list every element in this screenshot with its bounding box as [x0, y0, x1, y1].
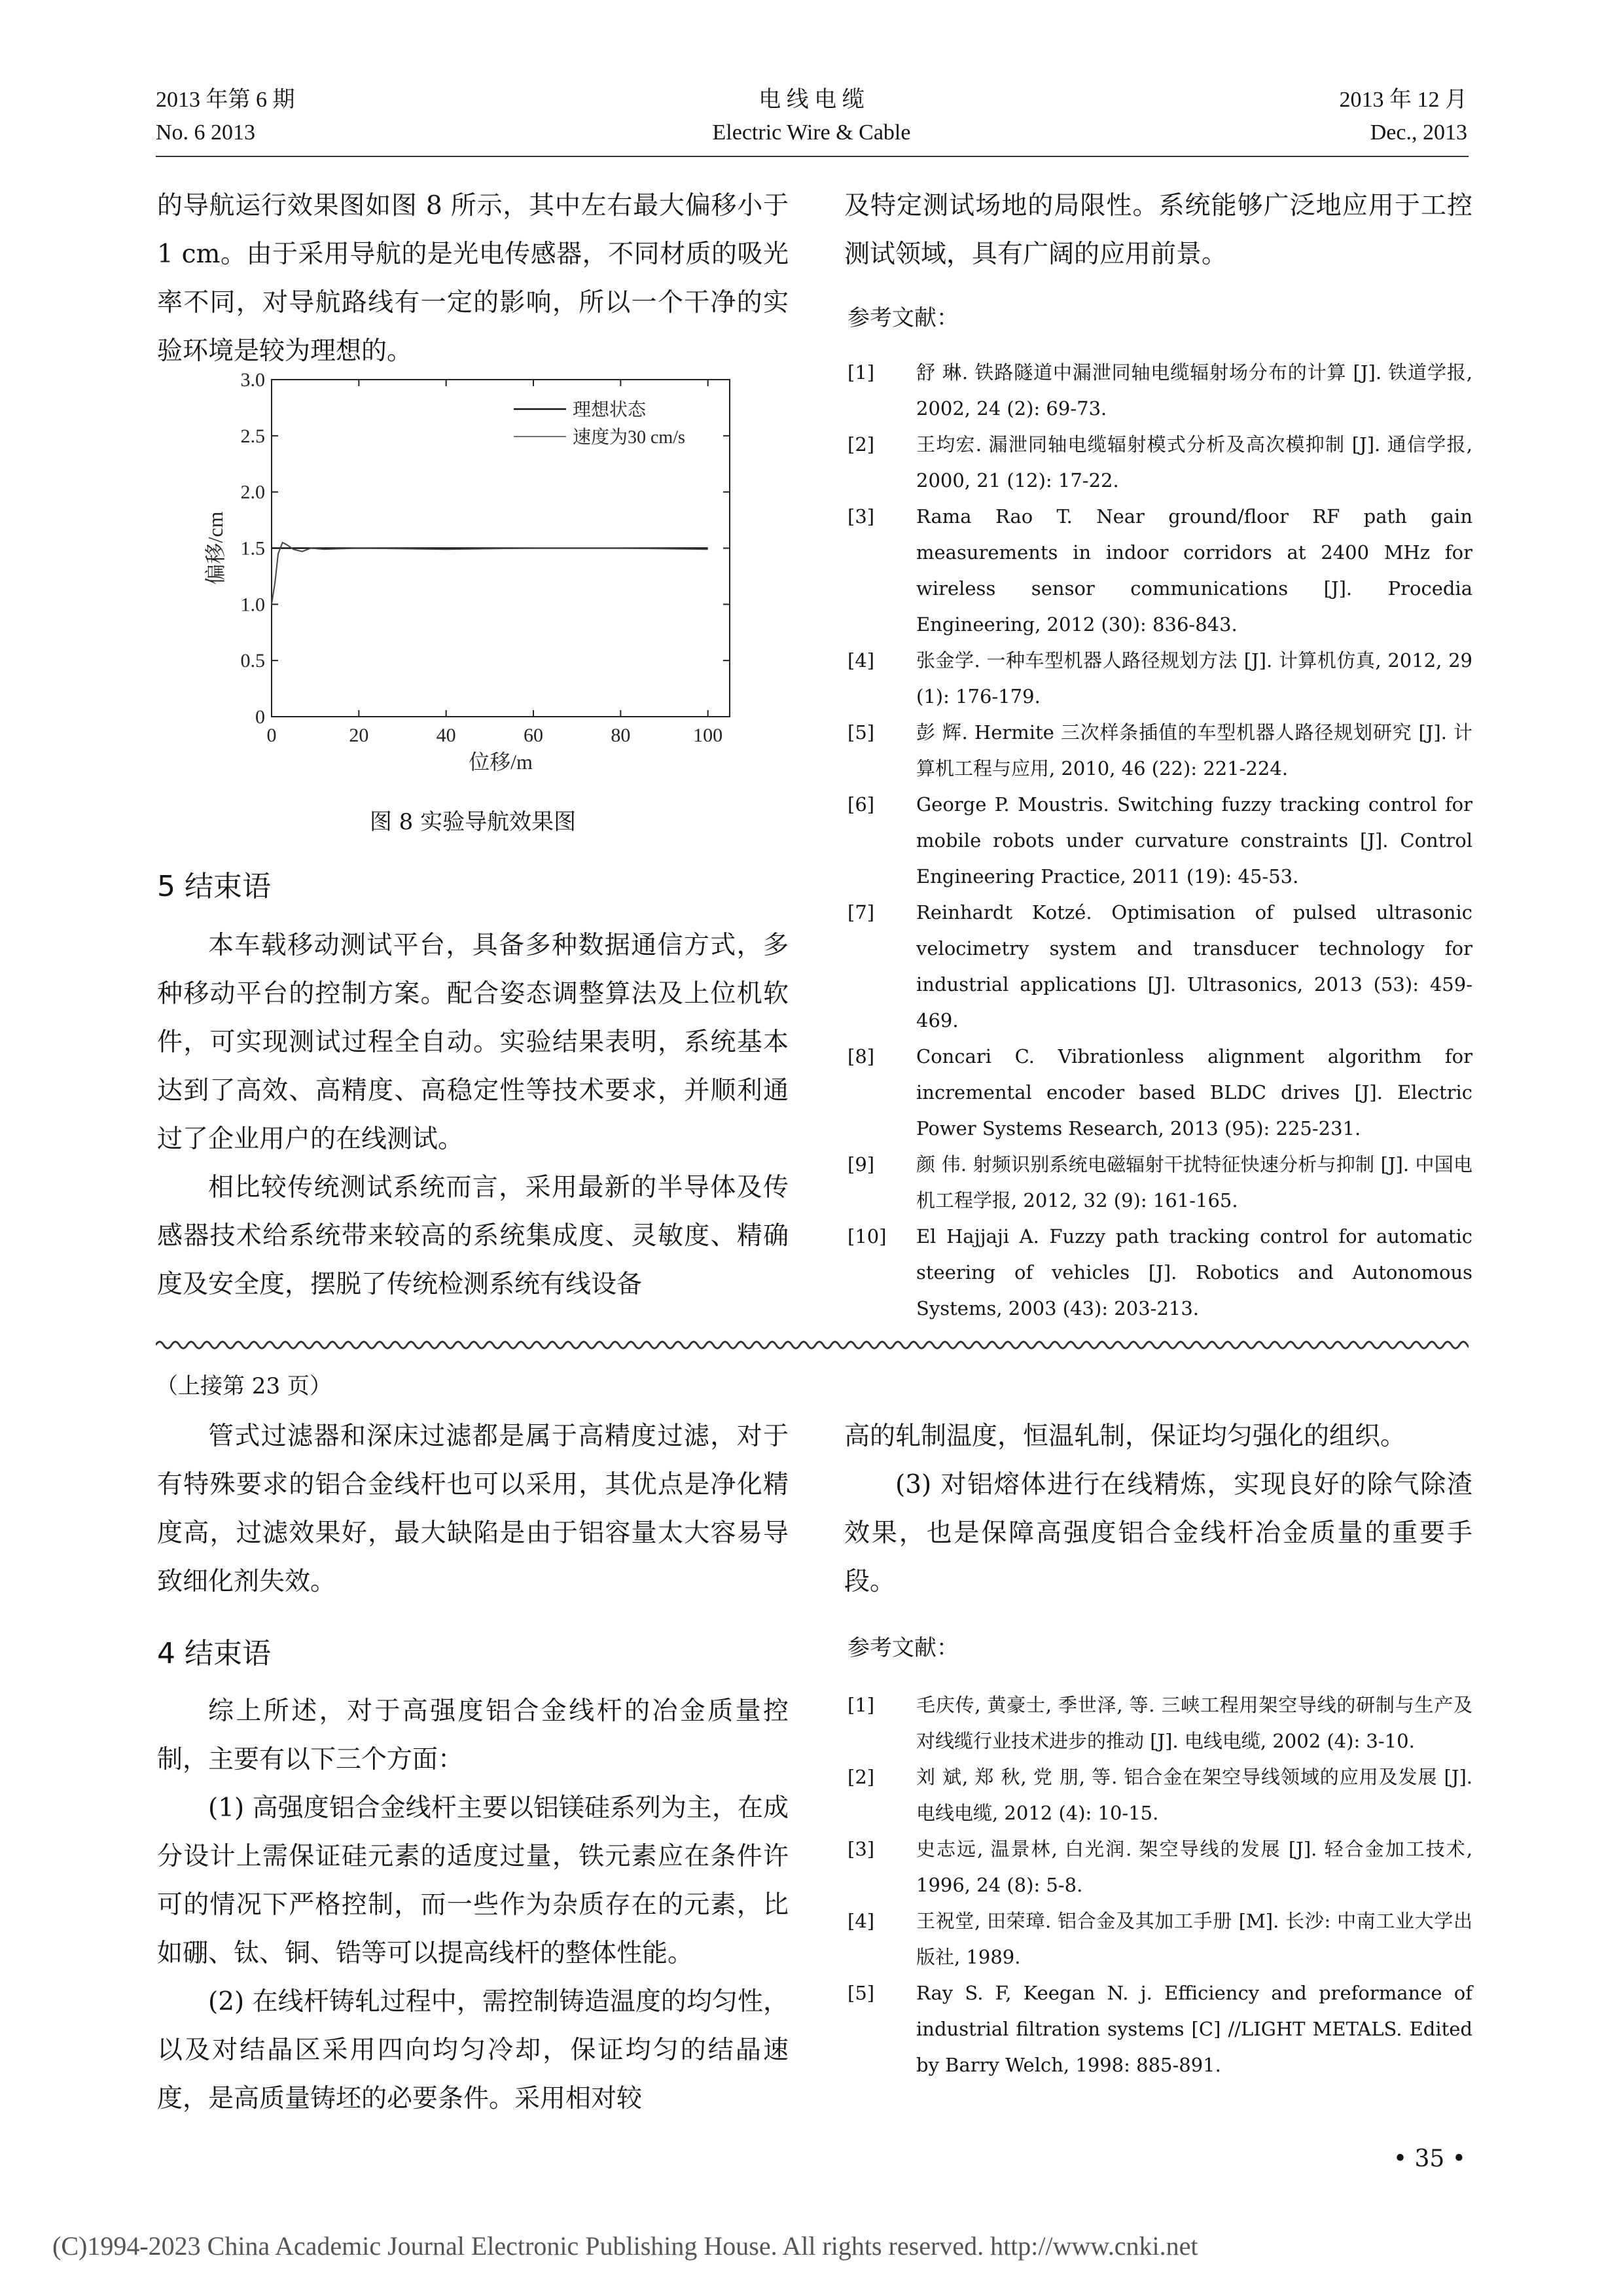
reference-number: [4]	[847, 1910, 875, 1932]
issue-en: No. 6 2013	[156, 120, 256, 145]
reference-item	[847, 1147, 1472, 1219]
reference-text: Concari C. Vibrationless alignment algorithm for incremental encoder based BLDC drives [J]. Electric Power Systems Research, 2013 (95): 225-231.	[916, 1045, 1472, 1139]
reference-item	[847, 1831, 1472, 1903]
reference-text: 毛庆传, 黄豪士, 季世泽, 等. 三峡工程用架空导线的研制与生产及对线缆行业技术进步的推动 [J]. 电线电缆, 2002 (4): 3-10.	[916, 1694, 1472, 1752]
x-tick-label: 60	[524, 725, 543, 746]
bottom-left-paragraph-4: (2) 在线杆铸轧过程中，需控制铸造温度的均匀性，以及对结晶区采用四向均匀冷却，保证均匀的结晶速度，是高质量铸坯的必要条件。采用相对较	[157, 1987, 789, 2113]
figure-8-chart	[170, 360, 746, 805]
x-tick-label: 100	[693, 725, 723, 746]
reference-text: 史志远, 温景林, 白光润. 架空导线的发展 [J]. 轻合金加工技术, 1996, 24 (8): 5-8.	[916, 1838, 1472, 1896]
reference-item	[847, 499, 1472, 643]
x-tick-label: 0	[266, 725, 277, 746]
reference-number: [5]	[847, 1982, 875, 2004]
x-tick-label: 80	[611, 725, 631, 746]
reference-number: [2]	[847, 1766, 875, 1788]
x-tick-label: 40	[436, 725, 456, 746]
legend-label-1: 理想状态	[573, 400, 647, 420]
reference-number: [3]	[847, 1838, 875, 1860]
figure-caption: 图 8 实验导航效果图	[369, 809, 577, 835]
top-reference-list	[847, 355, 1472, 1327]
series-line-2	[272, 543, 708, 604]
reference-item	[847, 895, 1472, 1039]
reference-item	[847, 1687, 1472, 1759]
header-rule	[156, 156, 1469, 157]
y-tick-label: 1.0	[240, 594, 265, 616]
bottom-right-column	[844, 1412, 1472, 1606]
reference-item	[847, 1039, 1472, 1147]
date-en: Dec., 2013	[1370, 120, 1467, 145]
reference-text: 王均宏. 漏泄同轴电缆辐射模式分析及高次模抑制 [J]. 通信学报, 2000, 21 (12): 17-22.	[916, 433, 1472, 492]
reference-text: 舒 琳. 铁路隧道中漏泄同轴电缆辐射场分布的计算 [J]. 铁道学报, 2002, 24 (2): 69-73.	[916, 361, 1472, 420]
continuation-note: （上接第 23 页）	[156, 1373, 332, 1399]
date-cn: 2013 年 12 月	[1339, 88, 1467, 112]
journal-title-cn: 电 线 电 缆	[758, 88, 865, 112]
bottom-left-conclusion	[157, 1687, 789, 2123]
section-4-title: 4 结束语	[157, 1637, 271, 1670]
reference-number: [9]	[847, 1153, 875, 1175]
reference-number: [6]	[847, 793, 875, 816]
reference-item	[847, 1975, 1472, 2083]
wavy-separator	[156, 1335, 1469, 1355]
x-axis-label: 位移/m	[469, 750, 533, 774]
reference-number: [5]	[847, 721, 875, 744]
conclusion-paragraph-2: 相比较传统测试系统而言，采用最新的半导体及传感器技术给系统带来较高的系统集成度、灵敏度、精确度及安全度，摆脱了传统检测系统有线设备	[157, 1173, 789, 1299]
y-axis-label: 偏移/cm	[204, 511, 227, 585]
reference-item	[847, 715, 1472, 787]
reference-number: [7]	[847, 901, 875, 924]
page-number: • 35 •	[1393, 2145, 1466, 2172]
reference-text: 颜 伟. 射频识别系统电磁辐射干扰特征快速分析与抑制 [J]. 中国电机工程学报, 2012, 32 (9): 161-165.	[916, 1153, 1472, 1211]
top-refs-heading: 参考文献：	[847, 305, 959, 331]
y-tick-label: 0.5	[240, 650, 265, 672]
bottom-left-column	[157, 1412, 789, 1606]
reference-item	[847, 427, 1472, 499]
reference-item	[847, 1759, 1472, 1831]
y-tick-label: 2.0	[240, 481, 265, 503]
bottom-refs-heading: 参考文献：	[847, 1635, 959, 1661]
top-right-paragraph: 及特定测试场地的局限性。系统能够广泛地应用于工控测试领域，具有广阔的应用前景。	[844, 191, 1472, 269]
legend-label-2: 速度为30 cm/s	[573, 427, 685, 448]
section-5-title: 5 结束语	[157, 870, 271, 903]
bottom-reference-list	[847, 1687, 1472, 2083]
bottom-left-paragraph-1: 管式过滤器和深床过滤都是属于高精度过滤，对于有特殊要求的铝合金线杆也可以采用，其优点是净化精度高，过滤效果好，最大缺陷是由于铝容量太大容易导致细化剂失效。	[157, 1422, 789, 1596]
bottom-left-paragraph-2: 综上所述，对于高强度铝合金线杆的冶金质量控制，主要有以下三个方面：	[157, 1696, 789, 1774]
header-right	[1340, 84, 1468, 149]
reference-number: [8]	[847, 1045, 875, 1067]
bottom-left-paragraph-3: (1) 高强度铝合金线杆主要以铝镁硅系列为主，在成分设计上需保证硅元素的适度过量，铁元素应在条件许可的情况下严格控制，而一些作为杂质存在的元素，比如硼、钛、铜、锆等可以提高线杆的整体性能。	[157, 1793, 789, 1968]
x-tick-label: 20	[349, 725, 369, 746]
reference-text: Ray S. F, Keegan N. j. Efficiency and preformance of industrial filtration systems [C] //LIGHT METALS. Edited by Barry Welch, 1998: 885-891.	[916, 1982, 1472, 2076]
conclusion-text	[157, 922, 789, 1309]
reference-number: [2]	[847, 433, 875, 456]
reference-number: [4]	[847, 649, 875, 672]
bottom-right-paragraph-1: 高的轧制温度，恒温轧制，保证均匀强化的组织。	[844, 1422, 1406, 1451]
reference-item	[847, 787, 1472, 895]
journal-title-en: Electric Wire & Cable	[712, 120, 911, 145]
reference-number: [3]	[847, 505, 875, 528]
reference-number: [1]	[847, 1694, 875, 1716]
header-left	[156, 84, 295, 149]
y-tick-label: 1.5	[240, 537, 265, 560]
reference-item	[847, 1219, 1472, 1327]
reference-number: [1]	[847, 361, 875, 384]
bottom-right-paragraph-2: (3) 对铝熔体进行在线精炼，实现良好的除气除渣效果，也是保障高强度铝合金线杆冶金质量的重要手段。	[844, 1470, 1472, 1596]
reference-text: Reinhardt Kotzé. Optimisation of pulsed ultrasonic velocimetry system and transducer technology for industrial applications [J]. Ultrasonics, 2013 (53): 459-469.	[916, 901, 1472, 1031]
copyright-footer: (C)1994-2023 China Academic Journal Electronic Publishing House. All rights reserved. http://www.cnki.net	[52, 2231, 1198, 2261]
top-right-column	[844, 182, 1472, 279]
reference-item	[847, 643, 1472, 715]
reference-text: Rama Rao T. Near ground/floor RF path gain measurements in indoor corridors at 2400 MHz for wireless sensor communications [J]. Procedia Engineering, 2012 (30): 836-843.	[916, 505, 1472, 636]
y-tick-label: 2.5	[240, 425, 265, 447]
issue-cn: 2013 年第 6 期	[156, 88, 295, 112]
top-left-paragraph: 的导航运行效果图如图 8 所示，其中左右最大偏移小于 1 cm。由于采用导航的是光电传感器，不同材质的吸光率不同，对导航路线有一定的影响，所以一个干净的实验环境是较为理想的。	[157, 191, 789, 366]
header-center	[615, 84, 1008, 149]
reference-text: George P. Moustris. Switching fuzzy tracking control for mobile robots under curvature constraints [J]. Control Engineering Practice, 2011 (19): 45-53.	[916, 793, 1472, 888]
reference-text: 张金学. 一种车型机器人路径规划方法 [J]. 计算机仿真, 2012, 29 (1): 176-179.	[916, 649, 1472, 708]
reference-text: 王祝堂, 田荣璋. 铝合金及其加工手册 [M]. 长沙: 中南工业大学出版社, 1989.	[916, 1910, 1472, 1968]
reference-text: 刘 斌, 郑 秋, 党 朋, 等. 铝合金在架空导线领域的应用及发展 [J]. 电线电缆, 2012 (4): 10-15.	[916, 1766, 1472, 1824]
top-left-column	[157, 182, 789, 376]
conclusion-paragraph-1: 本车载移动测试平台，具备多种数据通信方式，多种移动平台的控制方案。配合姿态调整算法及上位机软件，可实现测试过程全自动。实验结果表明，系统基本达到了高效、高精度、高稳定性等技术要求，并顺利通过了企业用户的在线测试。	[157, 931, 789, 1154]
reference-text: 彭 辉. Hermite 三次样条插值的车型机器人路径规划研究 [J]. 计算机工程与应用, 2010, 46 (22): 221-224.	[916, 721, 1472, 780]
reference-number: [10]	[847, 1225, 887, 1247]
y-tick-label: 0	[255, 706, 265, 728]
reference-item	[847, 1903, 1472, 1975]
reference-item	[847, 355, 1472, 427]
y-tick-label: 3.0	[240, 369, 265, 391]
reference-text: El Hajjaji A. Fuzzy path tracking control for automatic steering of vehicles [J]. Robotics and Autonomous Systems, 2003 (43): 203-213.	[916, 1225, 1472, 1319]
